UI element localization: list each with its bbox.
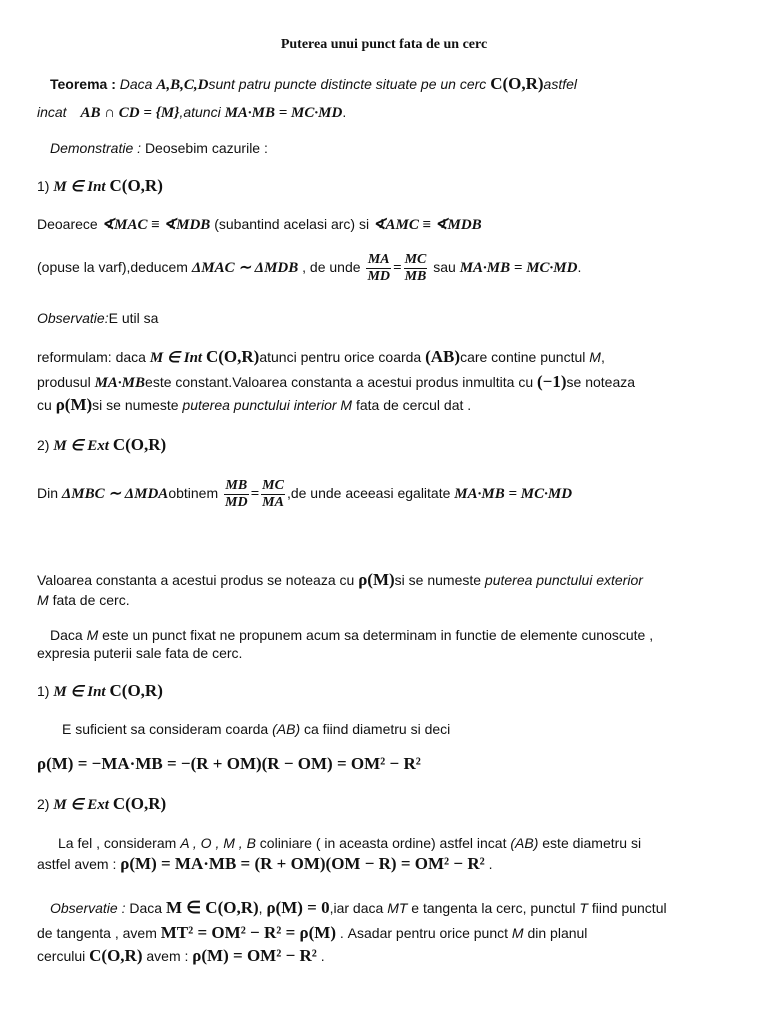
fiind-punctul-text: fiind punctul [591,900,667,916]
theorem-line-1 [50,76,577,93]
case-2b-expr: M ∈ Ext [53,797,109,813]
general-power-formula: ρ(M) = OM² − R² [192,946,317,965]
coliniare-text: coliniare ( in aceasta ordine) astfel incat [259,835,507,851]
demo-line [50,140,268,156]
obtinem-text: obtinem [168,485,219,502]
fraction-numerator: MB [225,478,248,493]
similarity-2: ΔMBC ∼ ΔMDA [61,486,169,503]
case-2-expr: M ∈ Ext [53,438,109,454]
iar-daca-text: ,iar daca [329,900,384,916]
se-noteaza-text: se noteaza [566,374,636,390]
chord-ab: (AB) [510,835,539,851]
point-m: M [589,349,601,365]
fraction-mb-md [224,478,249,511]
fata-de-cerc-text: fata de cerc. [52,592,130,608]
observatie-label: Observatie : [50,900,126,916]
valoarea-line-1 [37,572,643,588]
fraction-denominator: MD [225,495,248,510]
case-2b [37,796,166,813]
opuse-end: . [577,259,582,276]
chord-ab: (AB) [425,347,461,366]
observatie-2-line-1 [50,900,667,916]
angle-equality-2: ∢AMC ≡ ∢MDB [372,217,482,233]
case-1-number: 1) [37,178,50,194]
valoarea-text: Valoarea constanta a acestui produs se noteaza cu [37,572,355,588]
se-numeste-text: si se numeste [92,397,179,413]
point-m: M [86,627,99,643]
produsul-line [37,374,635,391]
opuse-line [37,252,581,285]
sau-text: sau [433,259,456,276]
formula-1 [37,756,421,772]
case-2b-number: 2) [37,796,50,812]
asadar-text: . Asadar pentru orice punct [339,925,509,941]
case-1b-expr: M ∈ Int [53,684,106,700]
deoarece-word: Deoarece [37,216,98,232]
rho-m: ρ(M) [358,570,395,589]
tangenta-text: e tangenta la cerc, punctul [411,900,576,916]
minus-one: (−1) [537,372,567,391]
valoarea-line-2 [37,592,130,608]
se-numeste-text: si se numeste [394,572,482,588]
fraction-mc-ma [261,478,285,511]
produsul-word: produsul [37,374,91,390]
demo-label: Demonstratie : [50,140,142,156]
este-diametru-text: este diametru si [542,835,642,851]
cu-rho-line [37,397,471,413]
points-aomb: A , O , M , B [180,835,256,851]
observatie-label: Observatie: [37,310,109,326]
din-word: Din [37,485,59,502]
case-2-circle: C(O,R) [112,435,167,454]
segment-mt: MT [387,900,408,916]
daca-word: Daca [50,627,83,643]
reform-circle: C(O,R) [205,347,260,366]
la-fel-end: . [488,856,493,872]
reformulam-line [37,349,605,366]
fraction-denominator: MD [367,269,390,284]
fraction-ma-md [366,252,391,285]
puterea-interior: puterea punctului interior M [182,397,353,413]
theorem-astfel: astfel [543,76,578,92]
din-planul-text: din planul [527,925,588,941]
opuse-relation: MA·MB = MC·MD [459,260,578,277]
observatie-1 [37,310,158,326]
daca-fixat-line-1 [50,627,653,643]
reform-expr: M ∈ Int [149,350,203,366]
la-fel-text: La fel , consideram [58,835,177,851]
rho-m: ρ(M) [55,395,93,414]
rho-zero: ρ(M) = 0 [266,898,330,917]
daca-fixat-text: este un punct fixat ne propunem acum sa determinam in functie de elemente cunoscute , [102,627,654,643]
tangent-formula: MT² = OM² − R² = ρ(M) [160,923,337,942]
comma: , [258,900,263,916]
case-1b-number: 1) [37,683,50,699]
similarity-1: ΔMAC ∼ ΔMDB [191,260,299,277]
cercului-text: cercului [37,948,86,964]
reform-text-3: care contine punctul [460,349,586,365]
equals-sign: = [393,260,402,277]
point-t: T [579,900,588,916]
page-title: Puterea unui punct fata de un cerc [280,37,488,52]
expresia-text: expresia puterii sale fata de cerc. [37,645,243,661]
la-fel-line-1 [58,835,641,851]
theorem-label: Teorema : [50,76,116,92]
case-1b [37,683,163,700]
power-formula-interior: ρ(M) = −MA·MB = −(R + OM)(R − OM) = OM² − R² [37,754,421,773]
demo-text: Deosebim cazurile : [144,140,268,156]
daca-fixat-line-2 [37,645,242,661]
fraction-mc-mb [404,252,428,285]
fata-de-cerc-text: fata de cercul dat . [355,397,472,413]
e-suficient-text: E suficient sa consideram coarda [62,721,269,737]
theorem-line-2 [37,104,346,121]
case-2-number: 2) [37,437,50,453]
la-fel-line-2 [37,856,492,872]
case-1 [37,178,163,195]
deoarece-line [37,216,482,233]
de-unde-text: , de unde [302,259,361,276]
fraction-numerator: MC [262,478,284,493]
theorem-daca: Daca [119,76,153,92]
observatie-text: E util sa [108,310,159,326]
angle-equality-1: ∢MAC ≡ ∢MDB [101,217,211,233]
reformulam-text: reformulam: daca [37,349,146,365]
point-m: M [511,925,524,941]
circle-c: C(O,R) [89,946,143,965]
theorem-end: . [342,104,347,120]
m-on-circle: M ∈ C(O,R) [165,898,259,917]
point-m: M [37,592,49,608]
din-relation: MA·MB = MC·MD [454,486,573,503]
observatie-2-line-3 [37,948,325,964]
theorem-atunci: ,atunci [179,104,221,120]
daca-word: Daca [129,900,163,916]
de-unde-egalitate-text: ,de unde aceeasi egalitate [286,485,451,502]
astfel-avem-text: astfel avem : [37,856,117,872]
fraction-denominator: MB [404,269,427,284]
theorem-text: sunt patru puncte distincte situate pe un cerc [208,76,487,92]
e-suficient-line [62,721,450,737]
case-2 [37,437,166,454]
observatie-2-line-2 [37,925,587,941]
product-ma-mb: MA·MB [94,375,146,391]
theorem-circle: C(O,R) [490,74,544,93]
power-formula-exterior: ρ(M) = MA·MB = (R + OM)(OM − R) = OM² − R² [120,854,485,873]
diametru-text: ca fiind diametru si deci [304,721,451,737]
din-line [37,478,572,511]
cu-word: cu [37,397,52,413]
reform-text-2: atunci pentru orice coarda [259,349,422,365]
chord-ab: (AB) [272,721,301,737]
avem-text: avem : [146,948,189,964]
theorem-relation: MA·MB = MC·MD [224,105,343,121]
final-period: . [320,948,325,964]
theorem-intersection: AB ∩ CD = {M} [80,105,180,121]
case-1b-circle: C(O,R) [109,681,163,700]
case-2b-circle: C(O,R) [112,794,167,813]
opuse-text: (opuse la varf),deducem [37,259,188,276]
reform-comma: , [600,349,605,365]
theorem-incat: incat [37,104,67,120]
deoarece-text: (subantind acelasi arc) si [214,216,370,232]
puterea-exterior: puterea punctului exterior [484,572,643,588]
case-1-expr: M ∈ Int [53,179,106,195]
case-1-circle: C(O,R) [109,176,163,195]
produsul-text: este constant.Valoarea constanta a acestui produs inmultita cu [145,374,534,390]
equals-sign: = [250,486,260,503]
fraction-numerator: MC [404,252,427,267]
de-tangenta-text: de tangenta , avem [37,925,157,941]
fraction-numerator: MA [367,252,390,267]
theorem-points: A,B,C,D [156,77,209,93]
fraction-denominator: MA [262,495,284,510]
